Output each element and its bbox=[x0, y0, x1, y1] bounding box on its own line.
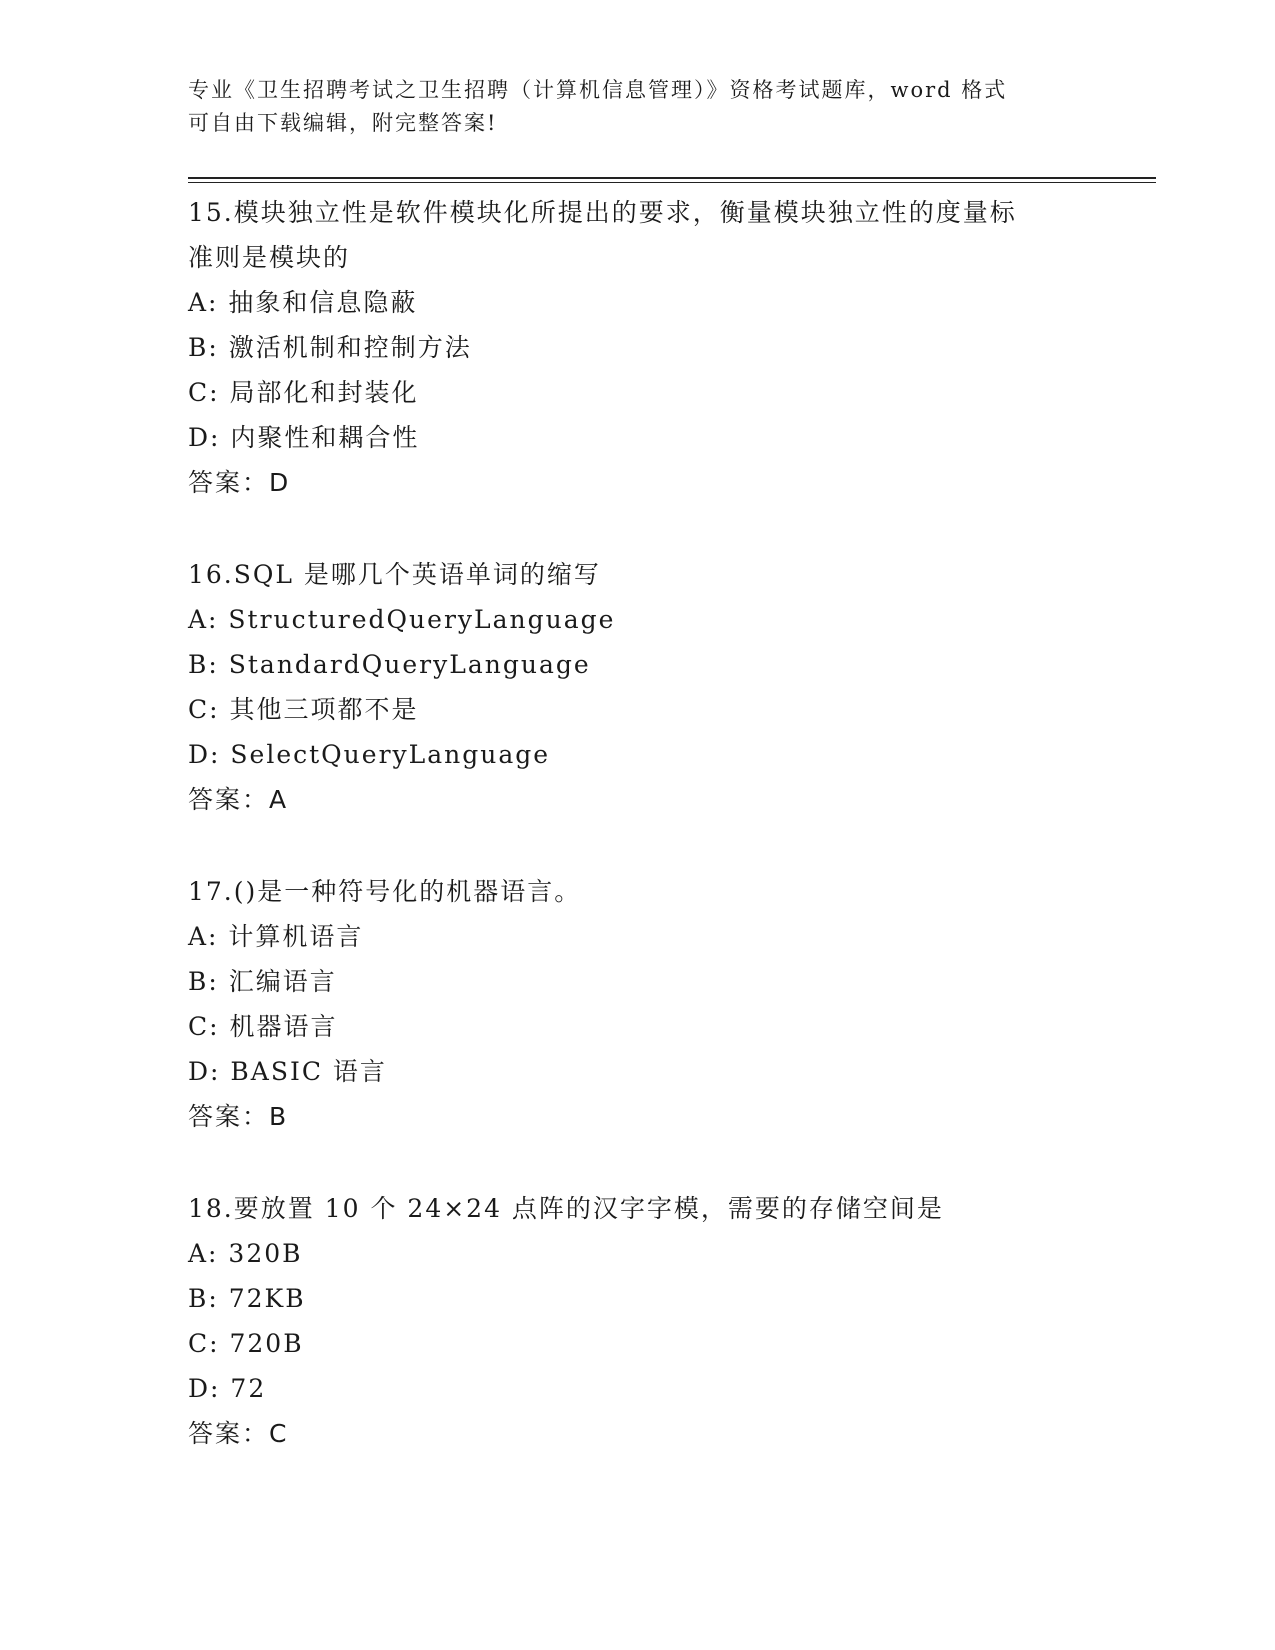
option-b: B: 激活机制和控制方法 bbox=[188, 333, 472, 362]
header-line-2: 可自由下载编辑，附完整答案! bbox=[188, 111, 498, 135]
option-d: D: 内聚性和耦合性 bbox=[188, 423, 420, 452]
option-a: A: StructuredQueryLanguage bbox=[188, 605, 616, 634]
answer-line: 答案：D bbox=[188, 468, 291, 497]
question-stem-line: 17.()是一种符号化的机器语言。 bbox=[188, 877, 582, 906]
header-divider-thick bbox=[188, 177, 1156, 179]
document-header bbox=[188, 74, 1088, 140]
question-18 bbox=[188, 1186, 1088, 1456]
option-c: C: 机器语言 bbox=[188, 1012, 338, 1041]
question-list bbox=[188, 190, 1088, 1456]
answer-line: 答案：B bbox=[188, 1102, 289, 1131]
option-d: D: SelectQueryLanguage bbox=[188, 740, 551, 769]
option-b: B: StandardQueryLanguage bbox=[188, 650, 591, 679]
question-stem-line: 15.模块独立性是软件模块化所提出的要求，衡量模块独立性的度量标 bbox=[188, 198, 1017, 227]
question-spacer bbox=[188, 822, 1088, 869]
header-line-1: 专业《卫生招聘考试之卫生招聘（计算机信息管理）》资格考试题库，word 格式 bbox=[188, 78, 1008, 102]
question-stem-line: 16.SQL 是哪几个英语单词的缩写 bbox=[188, 560, 601, 589]
answer-line: 答案：A bbox=[188, 785, 289, 814]
option-a: A: 抽象和信息隐蔽 bbox=[188, 288, 418, 317]
option-a: A: 计算机语言 bbox=[188, 922, 364, 951]
option-b: B: 72KB bbox=[188, 1284, 306, 1313]
option-d: D: 72 bbox=[188, 1374, 267, 1403]
option-c: C: 720B bbox=[188, 1329, 304, 1358]
question-15 bbox=[188, 190, 1088, 505]
header-divider-thin bbox=[188, 182, 1156, 183]
option-c: C: 其他三项都不是 bbox=[188, 695, 419, 724]
question-16 bbox=[188, 552, 1088, 822]
option-d: D: BASIC 语言 bbox=[188, 1057, 387, 1086]
question-stem-line: 18.要放置 10 个 24×24 点阵的汉字字模，需要的存储空间是 bbox=[188, 1194, 944, 1223]
option-c: C: 局部化和封装化 bbox=[188, 378, 419, 407]
question-17 bbox=[188, 869, 1088, 1139]
question-stem-line: 准则是模块的 bbox=[188, 243, 351, 272]
option-a: A: 320B bbox=[188, 1239, 303, 1268]
question-spacer bbox=[188, 1139, 1088, 1186]
answer-line: 答案：C bbox=[188, 1419, 289, 1448]
question-spacer bbox=[188, 505, 1088, 552]
option-b: B: 汇编语言 bbox=[188, 967, 337, 996]
